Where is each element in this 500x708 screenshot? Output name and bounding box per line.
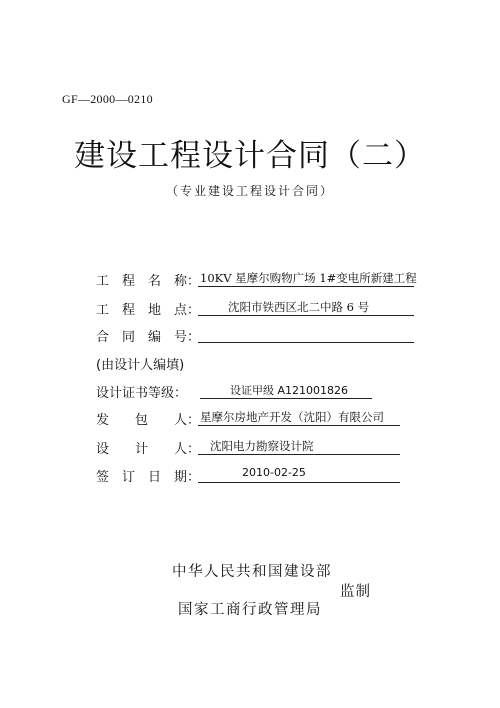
field-value: 沈阳电力勘察设计院 [210,439,314,453]
field-value: 2010-02-25 [242,466,306,479]
underline [198,342,414,343]
field-label: 合 同 编 号： [96,330,201,345]
issuer-industry-commerce: 国家工商行政管理局 [178,602,322,618]
document-subtitle: （专业建设工程设计合同） [165,184,334,198]
field-value: 设证甲级 A121001826 [230,384,349,397]
document-title: 建设工程设计合同（二） [74,138,426,174]
field-label: 工 程 地 点： [96,303,201,318]
field-project-location [0,297,500,319]
underline [198,482,400,483]
issuer-ministry-construction: 中华人民共和国建设部 [172,564,332,580]
field-contract-number [0,324,500,346]
field-value: 10KV 星摩尔购物广场 1#变电所新建工程 [200,271,417,285]
underline [198,286,414,287]
field-label: 工 程 名 称： [96,274,201,289]
field-value: 星摩尔房地产开发（沈阳）有限公司 [200,410,384,424]
underline [198,425,400,426]
supervised-label: 监制 [340,584,371,600]
field-label: 设 计 人： [96,442,201,457]
form-code: GF—2000—0210 [62,92,153,106]
field-employer [0,407,500,429]
field-label: 设计证书等级： [96,386,188,401]
field-certificate-level [0,380,500,402]
field-label: 签 订 日 期： [96,470,201,485]
designer-fill-note: (由设计人编填) [96,358,185,373]
underline [200,398,372,399]
underline [198,315,414,316]
underline [198,454,400,455]
field-value: 沈阳市铁西区北二中路 6 号 [228,300,370,314]
field-sign-date [0,464,500,486]
field-project-name [0,268,500,290]
field-designer [0,436,500,458]
field-label: 发 包 人： [96,413,201,428]
